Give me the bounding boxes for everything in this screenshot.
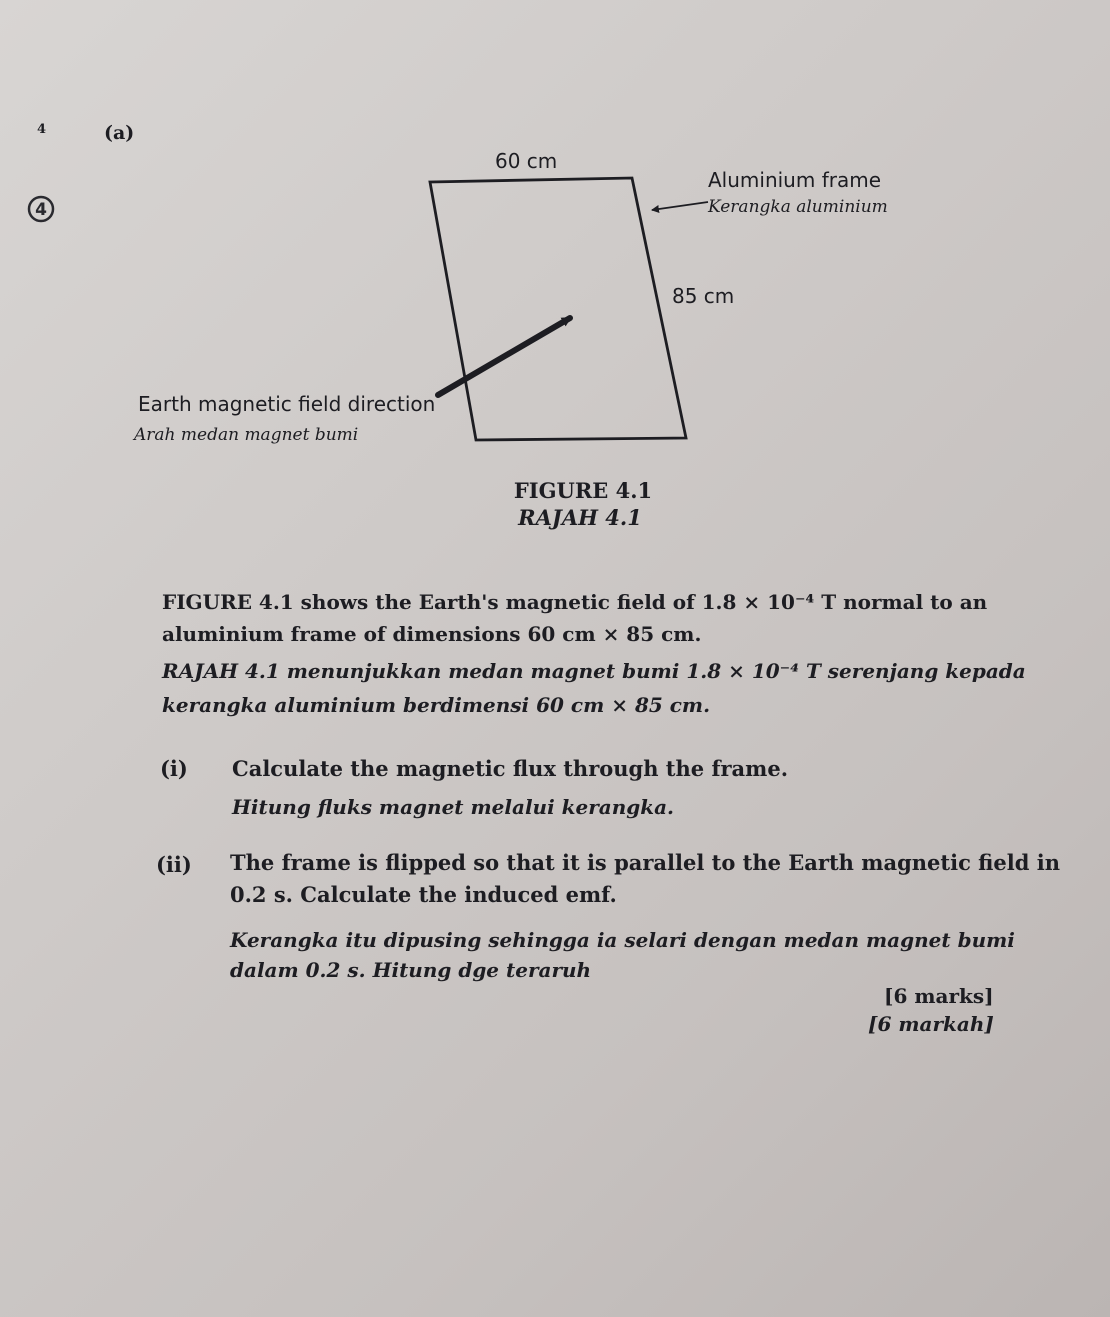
intro-paragraph-ms-line1: RAJAH 4.1 menunjukkan medan magnet bumi 1.8 × 10⁻⁴ T serenjang kepada xyxy=(162,659,1026,683)
frame-label-ms: Kerangka aluminium xyxy=(708,197,888,217)
subquestion-ii-label: (ii) xyxy=(156,852,192,877)
magnetic-field-arrow xyxy=(438,318,570,395)
circle-mark-digit: 4 xyxy=(35,200,47,220)
question-part-label: (a) xyxy=(104,122,135,144)
figure-caption-en: FIGURE 4.1 xyxy=(513,478,653,503)
question-number: 4 xyxy=(37,122,47,137)
aluminium-frame-shape xyxy=(430,178,686,440)
marks-ms: [6 markah] xyxy=(868,1012,994,1036)
subquestion-ii-text-ms-line2: dalam 0.2 s. Hitung dge teraruh xyxy=(230,958,592,982)
figure-caption-ms: RAJAH 4.1 xyxy=(518,505,642,530)
frame-label-en: Aluminium frame xyxy=(708,168,882,192)
subquestion-i-text-ms: Hitung fluks magnet melalui kerangka. xyxy=(232,795,675,819)
intro-paragraph-ms-line2: kerangka aluminium berdimensi 60 cm × 85 cm. xyxy=(162,693,711,717)
subquestion-ii-text-en-line2: 0.2 s. Calculate the induced emf. xyxy=(230,882,617,907)
subquestion-i-label: (i) xyxy=(160,756,188,781)
frame-width-label: 60 cm xyxy=(495,149,558,173)
marks-en: [6 marks] xyxy=(884,984,994,1008)
subquestion-i-text-en: Calculate the magnetic flux through the frame. xyxy=(232,756,789,781)
field-label-ms: Arah medan magnet bumi xyxy=(134,425,359,445)
subquestion-ii-text-en-line1: The frame is flipped so that it is parallel to the Earth magnetic field in xyxy=(230,850,1061,875)
intro-paragraph-en-line2: aluminium frame of dimensions 60 cm × 85 cm. xyxy=(162,622,702,646)
field-label-en: Earth magnetic field direction xyxy=(138,392,436,416)
frame-pointer-arrow xyxy=(652,202,708,210)
intro-paragraph-en-line1: FIGURE 4.1 shows the Earth's magnetic field of 1.8 × 10⁻⁴ T normal to an xyxy=(162,590,988,614)
frame-height-label: 85 cm xyxy=(672,284,735,308)
figure-4-1 xyxy=(0,0,1110,560)
subquestion-ii-text-ms-line1: Kerangka itu dipusing sehingga ia selari dengan medan magnet bumi xyxy=(230,928,1015,952)
